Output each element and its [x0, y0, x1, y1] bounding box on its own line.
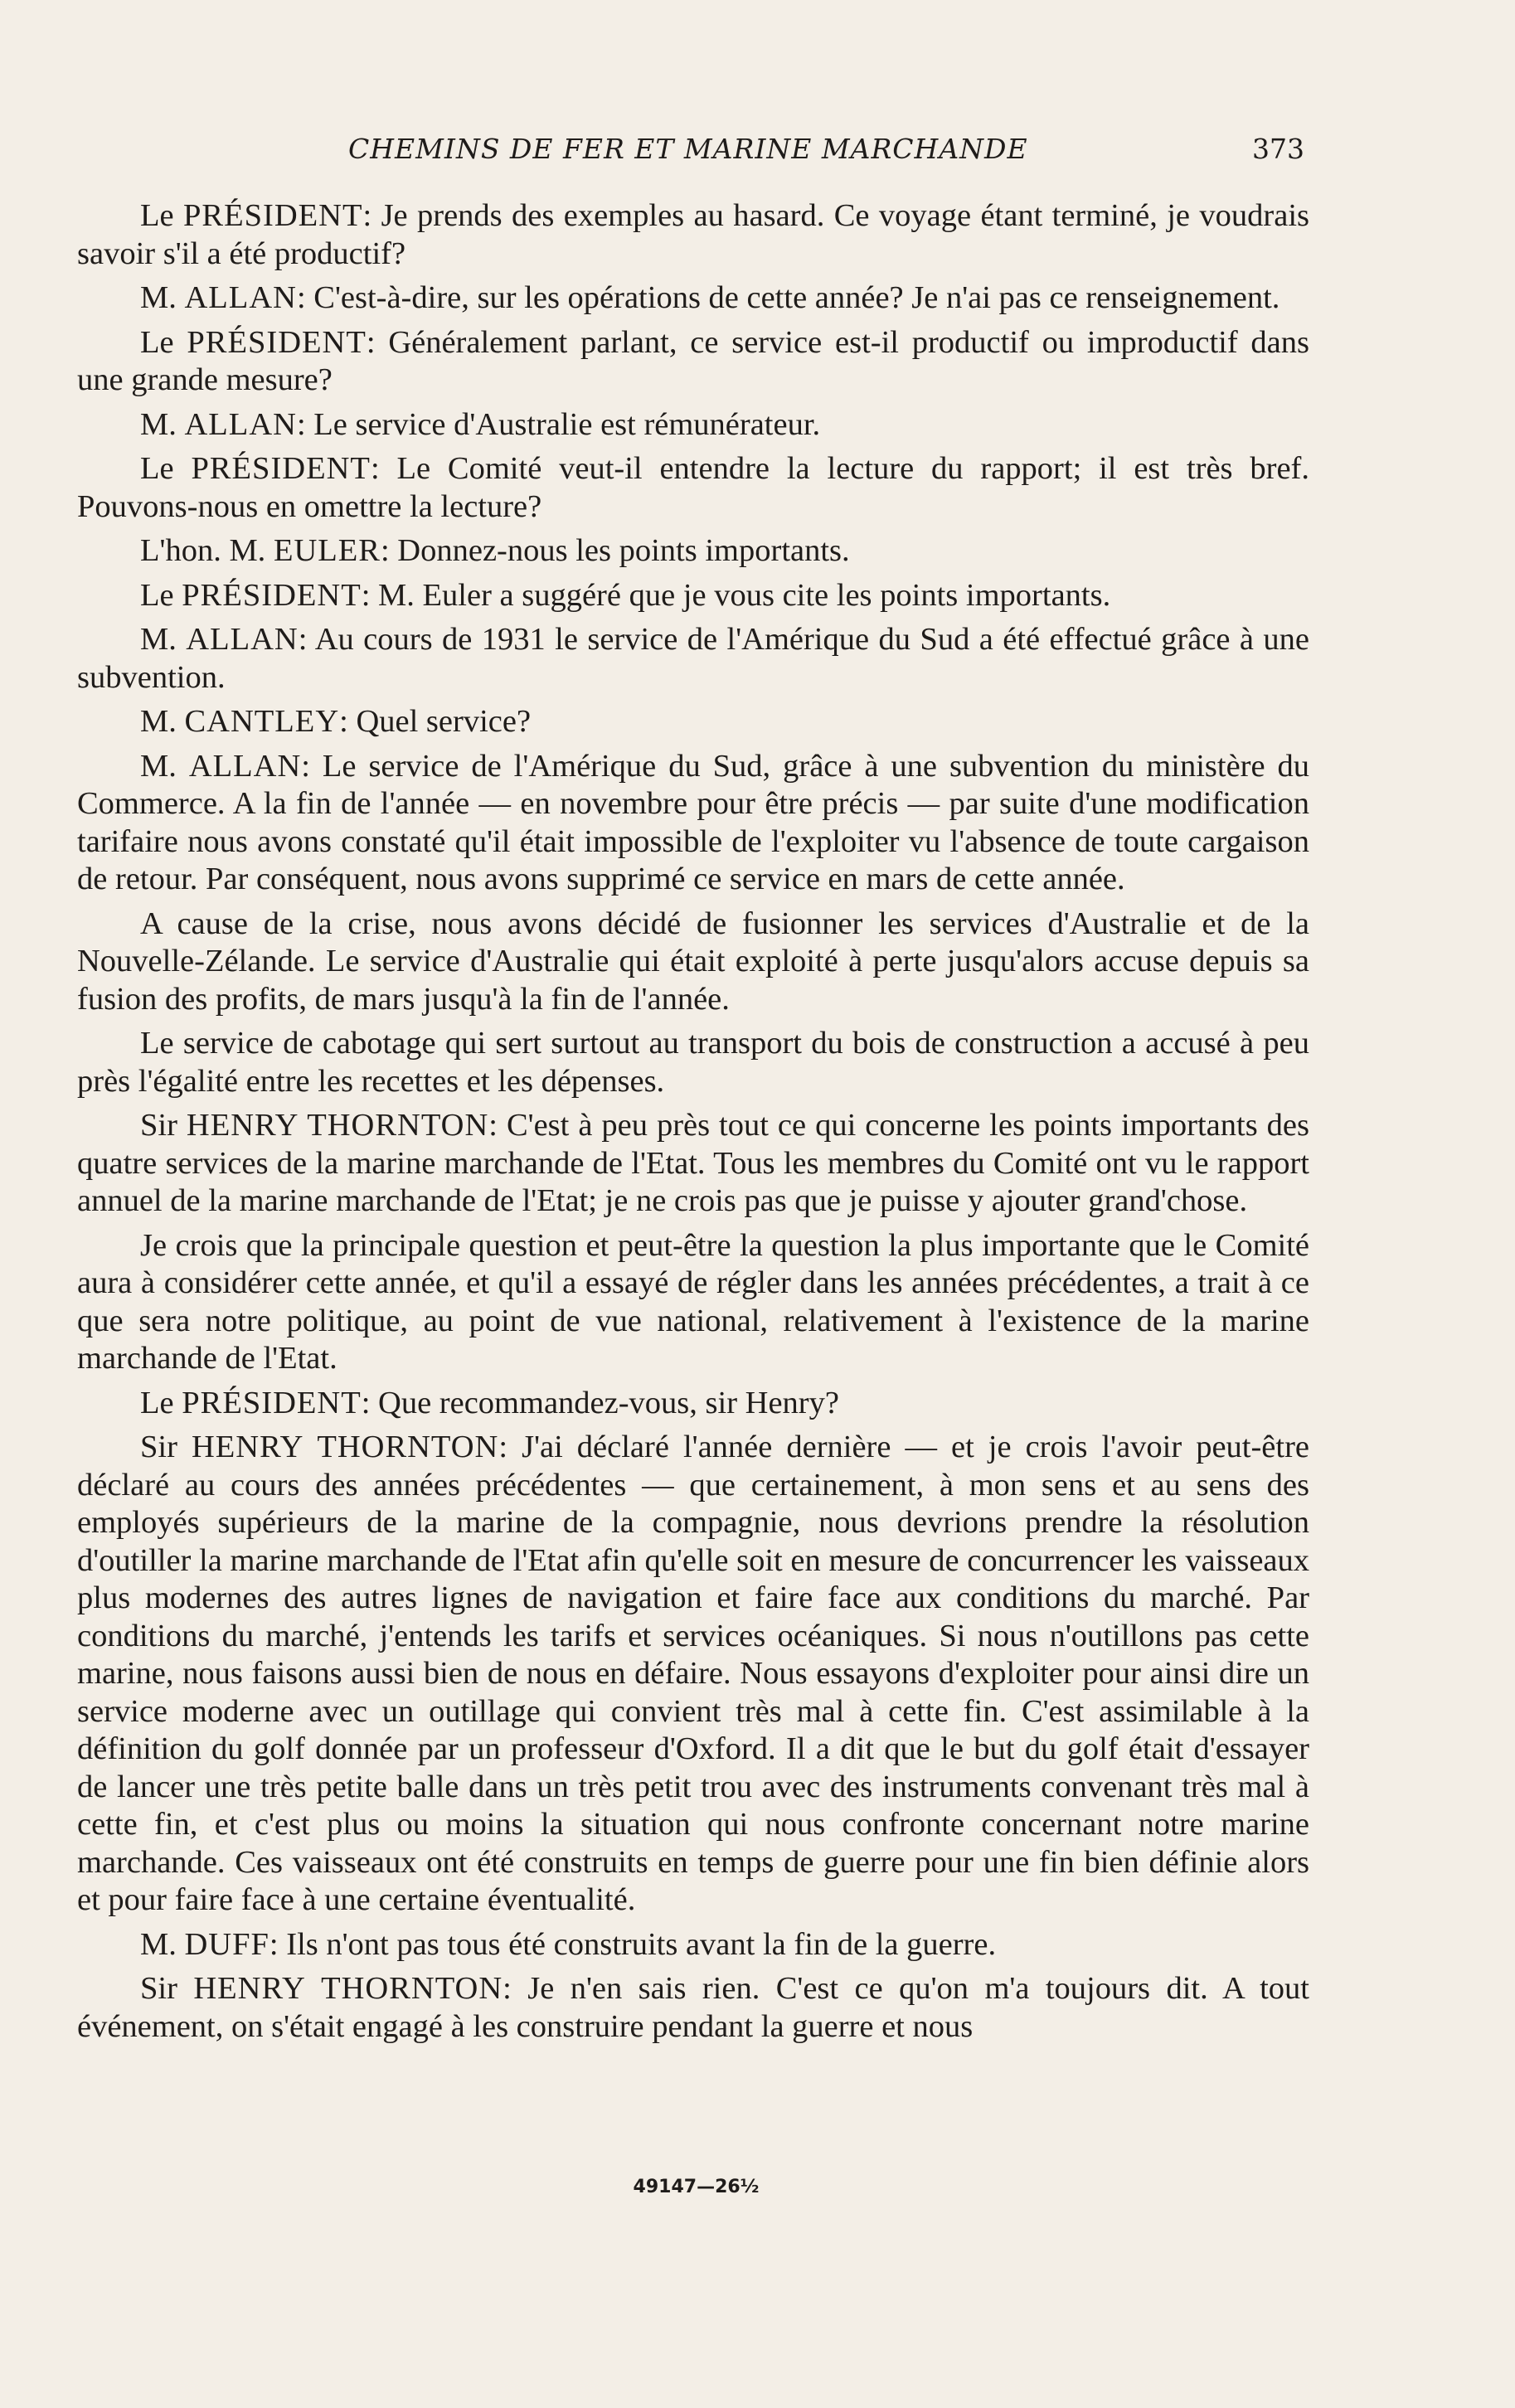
paragraph	[77, 703, 1309, 741]
paragraph	[77, 577, 1309, 615]
paragraph	[77, 532, 1309, 570]
speaker-name: EULER	[273, 533, 381, 568]
speaker-prefix: M.	[140, 406, 185, 442]
speaker-name: ALLAN	[186, 622, 299, 657]
speaker-name: PRÉSIDENT	[182, 1385, 362, 1420]
speaker-prefix: Le	[140, 451, 192, 486]
paragraph-text: Je crois que la principale question et peut-être la question la plus importante que le Comité aura à considérer cette année, et qu'il a essayé de régler dans les années précédentes, a trait à ce que sera notre politique, au point de vue national, relativement à l'existence de la marine marchande de l'Etat.	[77, 1227, 1309, 1376]
speaker-prefix: M.	[140, 704, 185, 739]
speaker-name: HENRY THORNTON	[191, 1430, 499, 1464]
speaker-name: ALLAN	[184, 280, 297, 315]
speaker-name: DUFF	[184, 1926, 269, 1962]
paragraph	[77, 197, 1309, 273]
paragraph	[77, 1385, 1309, 1423]
page-header	[0, 133, 1515, 172]
page-footer	[0, 2177, 1515, 2197]
paragraph	[77, 406, 1309, 444]
speaker-prefix: Le	[140, 324, 187, 360]
paragraph-text: : M. Euler a suggéré que je vous cite les points importants.	[361, 577, 1111, 613]
print-code: 49147—26½	[633, 2177, 760, 2197]
page-number: 373	[1252, 133, 1304, 165]
paragraph	[77, 1429, 1309, 1920]
paragraph	[77, 1227, 1309, 1378]
speaker-prefix: Le	[140, 577, 182, 613]
speaker-prefix: M.	[140, 748, 189, 784]
paragraph	[77, 1970, 1309, 2046]
paragraph-text: : Je prends des exemples au hasard. Ce voyage étant terminé, je voudrais savoir s'il a été productif?	[77, 198, 1309, 271]
speaker-prefix: Sir	[140, 1971, 194, 2006]
speaker-prefix: Sir	[140, 1430, 192, 1464]
speaker-prefix: Le	[140, 1385, 182, 1420]
speaker-prefix: M.	[140, 1926, 185, 1962]
paragraph-text: : Généralement parlant, ce service est-il productif ou improductif dans une grande mesure?	[77, 324, 1309, 397]
speaker-name: PRÉSIDENT	[187, 324, 367, 360]
speaker-prefix: L'hon. M.	[140, 533, 274, 568]
paragraph	[77, 1025, 1309, 1100]
paragraph	[77, 279, 1309, 318]
paragraph	[77, 1926, 1309, 1964]
running-title: CHEMINS DE FER ET MARINE MARCHANDE	[348, 133, 1028, 165]
paragraph	[77, 905, 1309, 1019]
paragraph	[77, 1107, 1309, 1221]
paragraph-text: : C'est-à-dire, sur les opérations de cette année? Je n'ai pas ce renseignement.	[296, 280, 1280, 315]
paragraph	[77, 748, 1309, 899]
body-text	[77, 197, 1309, 2052]
paragraph-text: : Ils n'ont pas tous été construits avant la fin de la guerre.	[269, 1926, 997, 1962]
paragraph-text: : Donnez-nous les points importants.	[380, 533, 850, 568]
paragraph-text: A cause de la crise, nous avons décidé de fusionner les services d'Australie et de la Nouvelle-Zélande. Le service d'Australie qui était exploité à perte jusqu'alors accuse depuis sa fusion des profits, de mars jusqu'à la fin de l'année.	[77, 905, 1309, 1017]
paragraph	[77, 621, 1309, 697]
paragraph-text: : Le Comité veut-il entendre la lecture du rapport; il est très bref. Pouvons-nous en omettre la lecture?	[77, 451, 1309, 524]
paragraph-text: : Le service d'Australie est rémunérateur.	[296, 406, 821, 442]
paragraph-text: : Au cours de 1931 le service de l'Amérique du Sud a été effectué grâce à une subvention.	[77, 622, 1310, 695]
speaker-prefix: Le	[140, 198, 183, 233]
paragraph-text: : J'ai déclaré l'année dernière — et je crois l'avoir peut-être déclaré au cours des années précédentes — que certainement, à mon sens et au sens des employés supérieurs de la marine de la compagnie, nous devrions prendre la résolution d'outiller la marine marchande de l'Etat afin qu'elle soit en mesure de concurrencer les vaisseaux plus modernes des autres lignes de navigation et faire face aux conditions du marché. Par conditions du marché, j'entends les tarifs et services océaniques. Si nous n'outillons pas cette marine, nous faisons aussi bien de nous en défaire. Nous essayons d'exploiter pour ainsi dire un service moderne avec un outillage qui convient très mal à cette fin. C'est assimilable à la définition du golf donnée par un professeur d'Oxford. Il a dit que le but du golf était d'essayer de lancer une très petite balle dans un très petit trou avec des instruments convenant très mal à cette fin, et c'est plus ou moins la situation qui nous confronte concernant notre marine marchande. Ces vaisseaux ont été construits en temps de guerre pour une fin bien définie alors et pour faire face à une certaine éventualité.	[77, 1430, 1309, 1917]
paragraph	[77, 450, 1309, 526]
speaker-name: ALLAN	[188, 748, 302, 784]
paragraph-text: : Le service de l'Amérique du Sud, grâce à une subvention du ministère du Commerce. A la fin de l'année — en novembre pour être précis — par suite d'une modification tarifaire nous avons constaté qu'il était impossible de l'exploiter vu l'absence de toute cargaison de retour. Par conséquent, nous avons supprimé ce service en mars de cette année.	[77, 748, 1310, 896]
speaker-name: PRÉSIDENT	[182, 577, 362, 613]
speaker-name: HENRY THORNTON	[186, 1108, 489, 1143]
speaker-prefix: M.	[140, 280, 185, 315]
speaker-prefix: Sir	[140, 1108, 187, 1143]
speaker-name: CANTLEY	[184, 704, 340, 739]
speaker-name: ALLAN	[184, 406, 297, 442]
paragraph-text: Le service de cabotage qui sert surtout au transport du bois de construction a accusé à peu près l'égalité entre les recettes et les dépenses.	[77, 1026, 1309, 1099]
paragraph	[77, 324, 1309, 400]
paragraph-text: : Que recommandez-vous, sir Henry?	[361, 1385, 839, 1420]
speaker-name: PRÉSIDENT	[191, 451, 371, 486]
paragraph-text: : Je n'en sais rien. C'est ce qu'on m'a toujours dit. A tout événement, on s'était engagé à les construire pendant la guerre et nous	[77, 1971, 1309, 2044]
paragraph-text: : Quel service?	[339, 704, 532, 739]
paragraph-text: : C'est à peu près tout ce qui concerne les points importants des quatre services de la marine marchande de l'Etat. Tous les membres du Comité ont vu le rapport annuel de la marine marchande de l'Etat; je ne crois pas que je puisse y ajouter grand'chose.	[77, 1108, 1309, 1218]
speaker-name: HENRY THORNTON	[193, 1971, 503, 2006]
speaker-name: PRÉSIDENT	[183, 198, 363, 233]
speaker-prefix: M.	[140, 622, 187, 657]
